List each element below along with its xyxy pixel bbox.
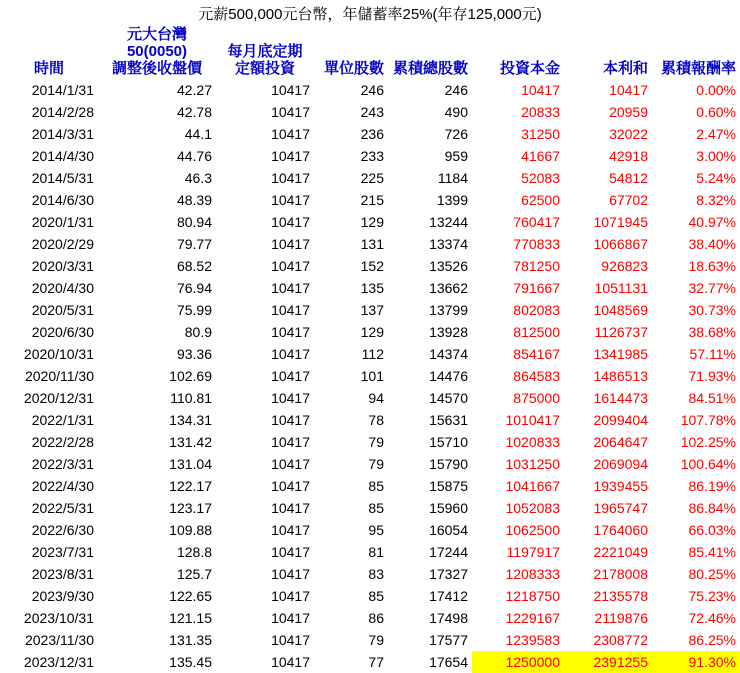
column-header-line: 累積報酬率 xyxy=(660,60,736,77)
cell-price: 123.17 xyxy=(169,500,212,516)
cell-total-units: 17412 xyxy=(429,588,468,604)
cell-total-units: 15631 xyxy=(429,412,468,428)
table-row xyxy=(0,233,740,255)
cell-time: 2014/3/31 xyxy=(31,126,94,142)
cell-value: 2099404 xyxy=(593,412,648,428)
table-row xyxy=(0,167,740,189)
cell-time: 2014/1/31 xyxy=(31,82,94,98)
cell-total-units: 16054 xyxy=(429,522,468,538)
cell-time: 2020/1/31 xyxy=(31,214,94,230)
table-row xyxy=(0,431,740,453)
table-row xyxy=(0,211,740,233)
cell-return: 38.68% xyxy=(688,324,736,340)
cell-monthly: 10417 xyxy=(271,104,310,120)
cell-capital: 1250000 xyxy=(472,651,564,673)
cell-units: 101 xyxy=(360,368,384,384)
cell-return: 30.73% xyxy=(688,302,736,318)
cell-capital: 781250 xyxy=(513,258,560,274)
cell-value: 1126737 xyxy=(594,324,648,340)
cell-total-units: 246 xyxy=(444,82,468,98)
cell-capital: 31250 xyxy=(521,126,560,142)
cell-capital: 1218750 xyxy=(505,588,560,604)
cell-units: 215 xyxy=(360,192,384,208)
cell-total-units: 17244 xyxy=(429,544,468,560)
column-header-line: 單位股數 xyxy=(323,60,384,77)
cell-monthly: 10417 xyxy=(271,192,310,208)
cell-value: 20959 xyxy=(609,104,648,120)
cell-units: 78 xyxy=(368,412,384,428)
cell-time: 2022/6/30 xyxy=(31,522,94,538)
cell-value: 1341985 xyxy=(593,346,648,362)
cell-value: 1764060 xyxy=(593,522,648,538)
table-row xyxy=(0,585,740,607)
cell-capital: 20833 xyxy=(521,104,560,120)
cell-return: 8.32% xyxy=(696,192,736,208)
cell-monthly: 10417 xyxy=(271,412,310,428)
cell-capital: 1010417 xyxy=(505,412,560,428)
table-row xyxy=(0,255,740,277)
cell-units: 94 xyxy=(368,390,384,406)
cell-price: 76.94 xyxy=(176,280,212,296)
column-header-monthly xyxy=(216,26,314,79)
cell-total-units: 726 xyxy=(444,126,468,142)
cell-monthly: 10417 xyxy=(271,258,310,274)
table-row xyxy=(0,101,740,123)
cell-total-units: 15710 xyxy=(429,434,468,450)
table-row xyxy=(0,541,740,563)
cell-capital: 1020833 xyxy=(505,434,560,450)
cell-price: 131.35 xyxy=(169,632,212,648)
cell-monthly: 10417 xyxy=(271,500,310,516)
cell-value: 2069094 xyxy=(593,456,648,472)
column-header-line: 時間 xyxy=(33,60,64,77)
cell-time: 2023/12/31 xyxy=(23,654,94,670)
cell-return: 86.19% xyxy=(688,478,736,494)
cell-monthly: 10417 xyxy=(271,324,310,340)
cell-monthly: 10417 xyxy=(271,390,310,406)
cell-units: 129 xyxy=(360,214,384,230)
cell-monthly: 10417 xyxy=(271,170,310,186)
cell-time: 2023/8/31 xyxy=(31,566,94,582)
cell-return: 91.30% xyxy=(652,651,740,673)
column-header-total-units xyxy=(388,26,472,79)
cell-price: 42.27 xyxy=(176,82,212,98)
column-header-price xyxy=(98,26,216,79)
cell-total-units: 17327 xyxy=(429,566,468,582)
cell-total-units: 14374 xyxy=(429,346,468,362)
cell-return: 102.25% xyxy=(680,434,736,450)
table-row xyxy=(0,563,740,585)
cell-price: 131.42 xyxy=(169,434,212,450)
cell-price: 75.99 xyxy=(176,302,212,318)
table-row xyxy=(0,607,740,629)
cell-value: 1939455 xyxy=(593,478,648,494)
cell-units: 135 xyxy=(360,280,384,296)
cell-total-units: 15875 xyxy=(429,478,468,494)
table-row xyxy=(0,651,740,673)
cell-units: 79 xyxy=(368,632,384,648)
cell-price: 131.04 xyxy=(169,456,212,472)
cell-return: 18.63% xyxy=(688,258,736,274)
cell-time: 2014/6/30 xyxy=(31,192,94,208)
table-row xyxy=(0,629,740,651)
cell-time: 2022/4/30 xyxy=(31,478,94,494)
cell-monthly: 10417 xyxy=(271,214,310,230)
table-row xyxy=(0,409,740,431)
cell-total-units: 15790 xyxy=(429,456,468,472)
cell-total-units: 13244 xyxy=(429,214,468,230)
cell-total-units: 17577 xyxy=(429,632,468,648)
table-header-row xyxy=(0,26,740,79)
cell-capital: 760417 xyxy=(513,214,560,230)
cell-price: 46.3 xyxy=(184,170,212,186)
cell-capital: 1239583 xyxy=(505,632,560,648)
table-row xyxy=(0,123,740,145)
cell-capital: 1052083 xyxy=(505,500,560,516)
cell-capital: 41667 xyxy=(521,148,560,164)
table-row xyxy=(0,321,740,343)
cell-value: 32022 xyxy=(609,126,648,142)
cell-time: 2020/5/31 xyxy=(31,302,94,318)
column-header-capital xyxy=(472,26,564,79)
cell-capital: 791667 xyxy=(513,280,560,296)
cell-capital: 812500 xyxy=(513,324,560,340)
cell-total-units: 13928 xyxy=(429,324,468,340)
cell-monthly: 10417 xyxy=(271,566,310,582)
cell-monthly: 10417 xyxy=(271,522,310,538)
cell-price: 79.77 xyxy=(176,236,212,252)
cell-monthly: 10417 xyxy=(271,632,310,648)
cell-total-units: 13662 xyxy=(429,280,468,296)
cell-total-units: 15960 xyxy=(429,500,468,516)
cell-return: 2.47% xyxy=(696,126,736,142)
column-header-line: 定額投資 xyxy=(234,60,295,77)
cell-price: 135.45 xyxy=(169,654,212,670)
cell-price: 93.36 xyxy=(176,346,212,362)
cell-value: 1048569 xyxy=(593,302,648,318)
cell-units: 129 xyxy=(360,324,384,340)
table-row xyxy=(0,365,740,387)
column-header-line: 調整後收盤價 xyxy=(111,60,202,77)
cell-capital: 52083 xyxy=(521,170,560,186)
cell-units: 243 xyxy=(360,104,384,120)
cell-time: 2023/11/30 xyxy=(24,632,94,648)
cell-value: 2064647 xyxy=(593,434,648,450)
cell-value: 926823 xyxy=(601,258,648,274)
cell-total-units: 1399 xyxy=(436,192,468,208)
cell-units: 131 xyxy=(360,236,384,252)
cell-capital: 854167 xyxy=(513,346,560,362)
table-row xyxy=(0,497,740,519)
cell-time: 2023/10/31 xyxy=(23,610,94,626)
cell-units: 233 xyxy=(360,148,384,164)
cell-price: 128.8 xyxy=(176,544,212,560)
cell-return: 57.11% xyxy=(689,346,736,362)
cell-total-units: 13374 xyxy=(429,236,468,252)
cell-value: 1066867 xyxy=(593,236,648,252)
cell-units: 85 xyxy=(368,500,384,516)
table-row xyxy=(0,519,740,541)
cell-value: 54812 xyxy=(609,170,648,186)
cell-units: 85 xyxy=(368,478,384,494)
cell-value: 1614473 xyxy=(593,390,648,406)
cell-price: 42.78 xyxy=(176,104,212,120)
cell-return: 71.93% xyxy=(688,368,736,384)
cell-monthly: 10417 xyxy=(271,588,310,604)
cell-units: 81 xyxy=(368,544,384,560)
cell-monthly: 10417 xyxy=(271,148,310,164)
cell-return: 0.00% xyxy=(696,82,736,98)
cell-monthly: 10417 xyxy=(271,368,310,384)
cell-return: 86.84% xyxy=(688,500,736,516)
cell-total-units: 14476 xyxy=(429,368,468,384)
table-row xyxy=(0,277,740,299)
cell-monthly: 10417 xyxy=(271,302,310,318)
column-header-line: 累積總股數 xyxy=(392,60,468,77)
cell-monthly: 10417 xyxy=(271,478,310,494)
cell-return: 66.03% xyxy=(688,522,736,538)
cell-value: 2178008 xyxy=(593,566,648,582)
table-row xyxy=(0,145,740,167)
cell-total-units: 490 xyxy=(444,104,468,120)
cell-total-units: 959 xyxy=(444,148,468,164)
cell-units: 246 xyxy=(360,82,384,98)
table-row xyxy=(0,299,740,321)
table-row xyxy=(0,475,740,497)
table-row xyxy=(0,453,740,475)
cell-return: 107.78% xyxy=(680,412,736,428)
cell-price: 80.9 xyxy=(184,324,212,340)
table-row xyxy=(0,387,740,409)
table-body xyxy=(0,79,740,673)
cell-time: 2022/2/28 xyxy=(31,434,94,450)
cell-capital: 864583 xyxy=(513,368,560,384)
cell-time: 2020/10/31 xyxy=(23,346,94,362)
cell-return: 32.77% xyxy=(688,280,736,296)
cell-units: 236 xyxy=(360,126,384,142)
cell-units: 112 xyxy=(361,346,384,362)
cell-time: 2014/5/31 xyxy=(31,170,94,186)
cell-value: 67702 xyxy=(609,192,648,208)
column-header-line: 投資本金 xyxy=(499,60,560,77)
cell-value: 2135578 xyxy=(593,588,648,604)
cell-total-units: 14570 xyxy=(429,390,468,406)
cell-time: 2020/11/30 xyxy=(24,368,94,384)
cell-return: 3.00% xyxy=(696,148,736,164)
cell-time: 2022/5/31 xyxy=(31,500,94,516)
cell-time: 2020/4/30 xyxy=(31,280,94,296)
cell-value: 1486513 xyxy=(593,368,648,384)
cell-time: 2014/2/28 xyxy=(31,104,94,120)
page-title: 元薪500,000元台幣，年儲蓄率25%(年存125,000元) xyxy=(198,6,542,23)
cell-time: 2020/12/31 xyxy=(23,390,94,406)
cell-price: 102.69 xyxy=(169,368,212,384)
cell-monthly: 10417 xyxy=(271,434,310,450)
cell-monthly: 10417 xyxy=(271,236,310,252)
cell-value: 2308772 xyxy=(593,632,648,648)
cell-price: 44.1 xyxy=(184,126,212,142)
cell-monthly: 10417 xyxy=(271,654,310,670)
cell-units: 83 xyxy=(368,566,384,582)
cell-time: 2023/7/31 xyxy=(31,544,94,560)
column-header-time xyxy=(0,26,98,79)
column-header-value xyxy=(564,26,652,79)
table-row xyxy=(0,79,740,101)
cell-monthly: 10417 xyxy=(271,126,310,142)
cell-value: 2119876 xyxy=(594,610,648,626)
cell-return: 100.64% xyxy=(680,456,736,472)
cell-capital: 62500 xyxy=(521,192,560,208)
column-header-line: 元大台灣50(0050) xyxy=(126,26,188,60)
cell-time: 2014/4/30 xyxy=(31,148,94,164)
cell-units: 79 xyxy=(368,434,384,450)
cell-capital: 770833 xyxy=(513,236,560,252)
cell-capital: 875000 xyxy=(513,390,560,406)
cell-time: 2022/3/31 xyxy=(31,456,94,472)
cell-capital: 802083 xyxy=(513,302,560,318)
cell-price: 122.17 xyxy=(169,478,212,494)
cell-value: 2221049 xyxy=(593,544,648,560)
table-header xyxy=(0,26,740,79)
cell-monthly: 10417 xyxy=(271,346,310,362)
column-header-return xyxy=(652,26,740,79)
cell-value: 1965747 xyxy=(593,500,648,516)
cell-units: 79 xyxy=(368,456,384,472)
cell-units: 86 xyxy=(368,610,384,626)
cell-time: 2020/3/31 xyxy=(31,258,94,274)
cell-total-units: 1184 xyxy=(437,170,468,186)
table-row xyxy=(0,343,740,365)
cell-price: 68.52 xyxy=(176,258,212,274)
cell-monthly: 10417 xyxy=(271,610,310,626)
cell-time: 2023/9/30 xyxy=(31,588,94,604)
cell-monthly: 10417 xyxy=(271,456,310,472)
cell-capital: 10417 xyxy=(521,82,560,98)
cell-return: 85.41% xyxy=(688,544,736,560)
cell-capital: 1031250 xyxy=(505,456,560,472)
cell-price: 125.7 xyxy=(176,566,212,582)
cell-total-units: 17654 xyxy=(429,654,468,670)
cell-monthly: 10417 xyxy=(271,82,310,98)
cell-price: 122.65 xyxy=(169,588,212,604)
cell-time: 2022/1/31 xyxy=(31,412,94,428)
cell-value: 2391255 xyxy=(564,651,652,673)
cell-price: 44.76 xyxy=(176,148,212,164)
cell-return: 80.25% xyxy=(688,566,736,582)
column-header-line: 每月底定期 xyxy=(227,43,303,60)
cell-total-units: 13526 xyxy=(429,258,468,274)
cell-value: 10417 xyxy=(609,82,648,98)
cell-units: 137 xyxy=(360,302,384,318)
cell-price: 134.31 xyxy=(169,412,212,428)
table-row xyxy=(0,189,740,211)
cell-capital: 1208333 xyxy=(505,566,560,582)
cell-units: 152 xyxy=(360,258,384,274)
cell-units: 225 xyxy=(360,170,384,186)
cell-return: 84.51% xyxy=(688,390,736,406)
cell-time: 2020/2/29 xyxy=(31,236,94,252)
cell-units: 95 xyxy=(368,522,384,538)
cell-value: 42918 xyxy=(609,148,648,164)
cell-return: 86.25% xyxy=(688,632,736,648)
cell-return: 75.23% xyxy=(688,588,736,604)
cell-total-units: 13799 xyxy=(429,302,468,318)
cell-units: 85 xyxy=(368,588,384,604)
cell-price: 121.15 xyxy=(169,610,212,626)
cell-return: 40.97% xyxy=(688,214,736,230)
cell-monthly: 10417 xyxy=(271,280,310,296)
cell-value: 1071945 xyxy=(593,214,648,230)
cell-price: 109.88 xyxy=(169,522,212,538)
cell-return: 72.46% xyxy=(688,610,736,626)
cell-return: 38.40% xyxy=(688,236,736,252)
column-header-line: 本利和 xyxy=(602,60,648,77)
cell-return: 5.24% xyxy=(696,170,736,186)
cell-capital: 1041667 xyxy=(505,478,560,494)
cell-capital: 1229167 xyxy=(505,610,560,626)
cell-return: 0.60% xyxy=(696,104,736,120)
column-header-units xyxy=(314,26,388,79)
cell-price: 80.94 xyxy=(176,214,212,230)
cell-capital: 1062500 xyxy=(505,522,560,538)
cell-units: 77 xyxy=(368,654,384,670)
cell-price: 48.39 xyxy=(176,192,212,208)
cell-monthly: 10417 xyxy=(271,544,310,560)
investment-table xyxy=(0,26,740,673)
cell-total-units: 17498 xyxy=(429,610,468,626)
cell-time: 2020/6/30 xyxy=(31,324,94,340)
cell-price: 110.81 xyxy=(170,390,212,406)
cell-value: 1051131 xyxy=(594,280,648,296)
cell-capital: 1197917 xyxy=(506,544,560,560)
